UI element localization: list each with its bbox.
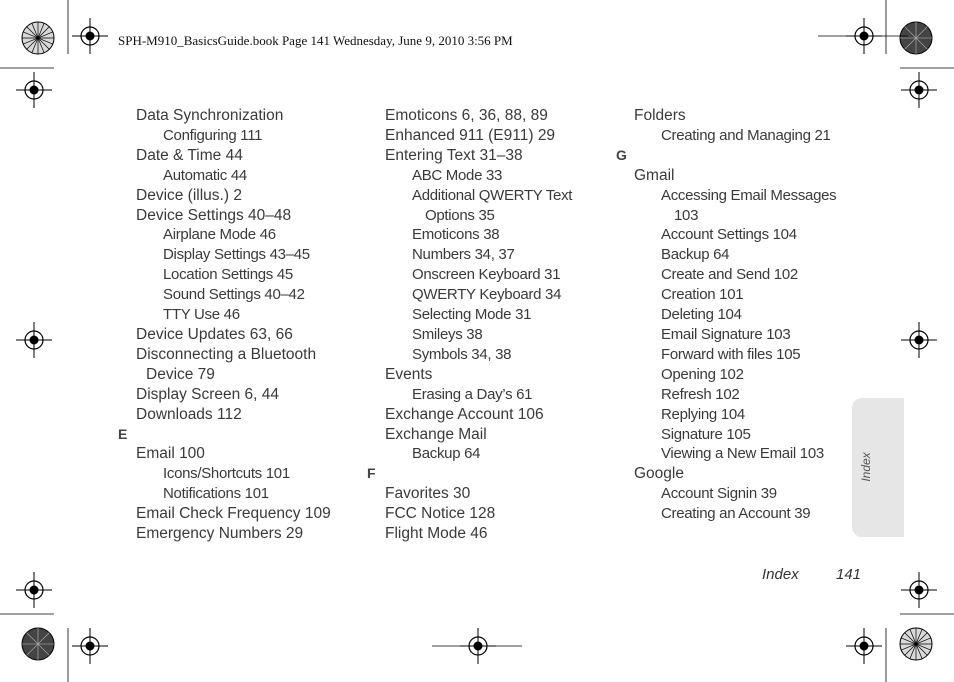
index-entry: Device Updates 63, 66 bbox=[136, 325, 293, 343]
print-slug-header: SPH-M910_BasicsGuide.book Page 141 Wednesday, June 9, 2010 3:56 PM bbox=[118, 33, 513, 48]
index-entry: Email Signature 103 bbox=[661, 325, 791, 343]
index-entry: Additional QWERTY Text bbox=[412, 186, 573, 204]
index-entry: Forward with files 105 bbox=[661, 345, 801, 363]
index-entry: Downloads 112 bbox=[136, 405, 242, 423]
index-letter-heading: E bbox=[118, 425, 128, 442]
index-entry: Signature 105 bbox=[661, 425, 751, 443]
index-entry: 103 bbox=[674, 206, 699, 224]
index-entry: Airplane Mode 46 bbox=[163, 226, 276, 244]
index-entry: Account Signin 39 bbox=[661, 485, 777, 503]
index-entry: Onscreen Keyboard 31 bbox=[412, 266, 561, 284]
index-entry: Exchange Mail bbox=[385, 425, 487, 443]
index-column-3 bbox=[616, 106, 856, 524]
footer-section-label: Index bbox=[762, 566, 799, 583]
index-entry: Display Settings 43–45 bbox=[163, 246, 310, 264]
index-entry: Deleting 104 bbox=[661, 306, 742, 324]
index-entry: Enhanced 911 (E911) 29 bbox=[385, 126, 556, 144]
index-entry: Creating an Account 39 bbox=[661, 505, 811, 523]
index-entry: Emoticons 38 bbox=[412, 226, 500, 244]
index-entry: Email 100 bbox=[136, 445, 205, 463]
index-entry: Flight Mode 46 bbox=[385, 525, 488, 543]
index-entry: ABC Mode 33 bbox=[412, 166, 503, 184]
index-entry: Refresh 102 bbox=[661, 385, 740, 403]
index-entry: Display Screen 6, 44 bbox=[136, 385, 280, 403]
index-entry: FCC Notice 128 bbox=[385, 505, 496, 523]
index-entry: Folders bbox=[634, 107, 686, 124]
index-entry: Options 35 bbox=[425, 206, 495, 224]
index-entry: Sound Settings 40–42 bbox=[163, 286, 305, 304]
index-entry: Create and Send 102 bbox=[661, 266, 798, 284]
index-entry: Emergency Numbers 29 bbox=[136, 525, 304, 543]
index-entry: Exchange Account 106 bbox=[385, 405, 544, 423]
index-side-tab-label: Index bbox=[859, 452, 873, 482]
index-entry: Gmail bbox=[634, 166, 675, 184]
index-entry: Icons/Shortcuts 101 bbox=[163, 465, 290, 483]
index-column-2 bbox=[367, 106, 607, 544]
index-entry: Configuring 111 bbox=[163, 126, 263, 144]
index-entry: Smileys 38 bbox=[412, 325, 483, 343]
index-entry: Favorites 30 bbox=[385, 485, 471, 503]
index-entry: Events bbox=[385, 365, 433, 383]
index-entry: Date & Time 44 bbox=[136, 146, 243, 164]
index-entry: Automatic 44 bbox=[163, 166, 247, 184]
index-entry: Creating and Managing 21 bbox=[661, 126, 831, 144]
index-entry: Data Synchronization bbox=[136, 107, 284, 124]
index-entry: Device (illus.) 2 bbox=[136, 186, 242, 204]
index-entry: Emoticons 6, 36, 88, 89 bbox=[385, 107, 548, 124]
index-entry: Backup 64 bbox=[661, 246, 730, 264]
index-letter-heading: F bbox=[367, 465, 376, 482]
index-entry: Device Settings 40–48 bbox=[136, 206, 292, 224]
index-entry: Selecting Mode 31 bbox=[412, 306, 532, 324]
index-entry: Numbers 34, 37 bbox=[412, 246, 515, 264]
page-number: 141 bbox=[836, 566, 862, 583]
index-entry: Replying 104 bbox=[661, 405, 745, 423]
index-entry: QWERTY Keyboard 34 bbox=[412, 286, 562, 304]
index-entry: Accessing Email Messages bbox=[661, 186, 837, 204]
index-entry: Backup 64 bbox=[412, 445, 481, 463]
index-entry: Device 79 bbox=[146, 365, 215, 383]
index-entry: Email Check Frequency 109 bbox=[136, 505, 331, 523]
index-column-1 bbox=[118, 106, 358, 544]
index-entry: Notifications 101 bbox=[163, 485, 269, 503]
index-entry: Entering Text 31–38 bbox=[385, 146, 523, 164]
index-entry: Creation 101 bbox=[661, 286, 744, 304]
index-entry: Disconnecting a Bluetooth bbox=[136, 345, 317, 363]
index-entry: Opening 102 bbox=[661, 365, 744, 383]
index-entry: Symbols 34, 38 bbox=[412, 345, 512, 363]
index-entry: Erasing a Day’s 61 bbox=[412, 385, 533, 403]
index-entry: Location Settings 45 bbox=[163, 266, 293, 284]
index-entry: Account Settings 104 bbox=[661, 226, 797, 244]
index-entry: Google bbox=[634, 465, 684, 483]
index-letter-heading: G bbox=[616, 146, 627, 163]
index-entry: TTY Use 46 bbox=[163, 306, 240, 324]
index-entry: Viewing a New Email 103 bbox=[661, 445, 824, 463]
